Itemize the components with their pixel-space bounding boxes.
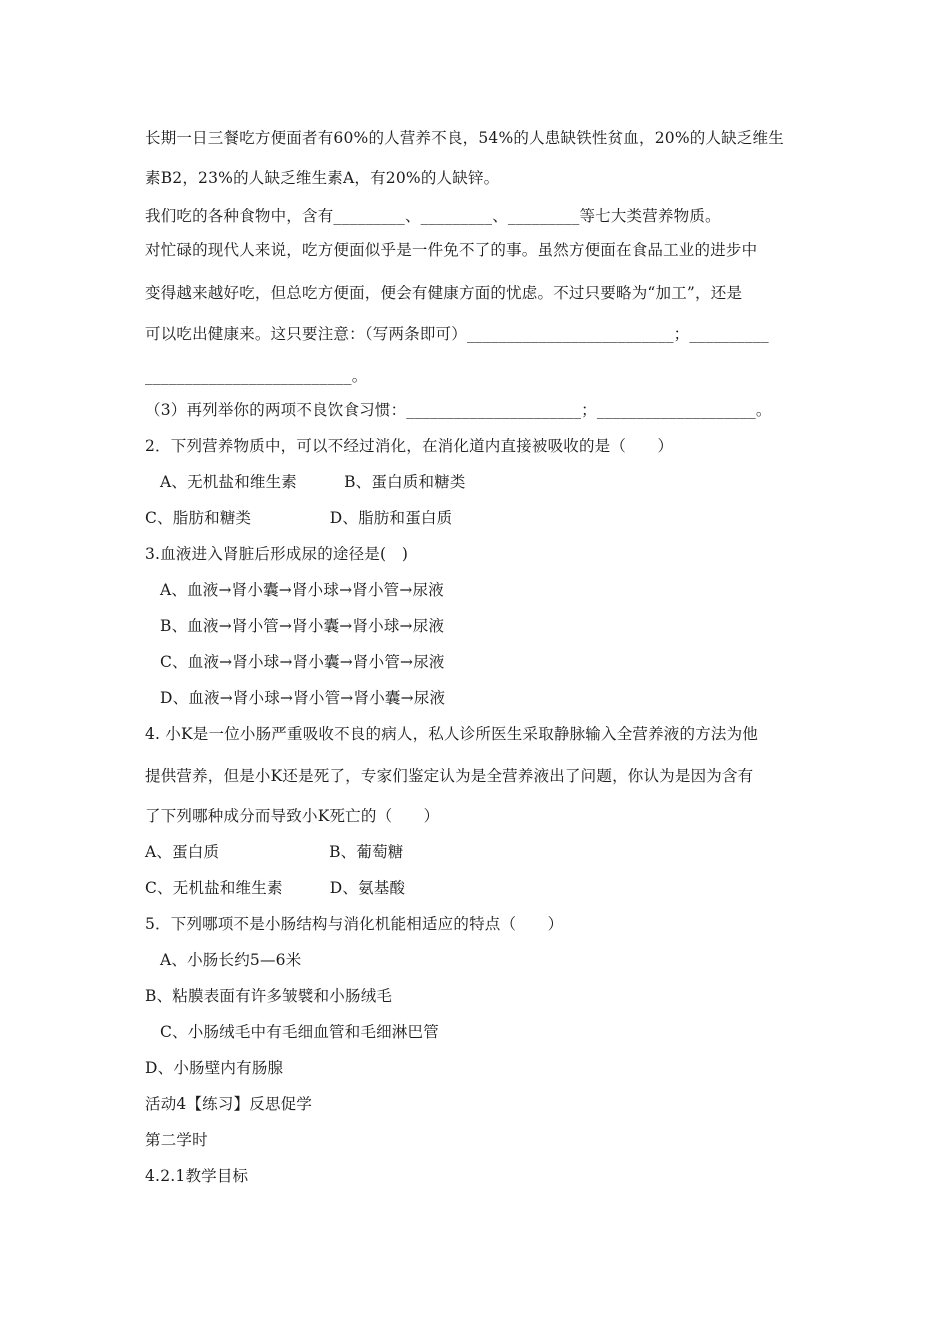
question-3-option-c: C、血液→肾小球→肾小囊→肾小管→尿液 [160, 653, 445, 671]
question-2-stem: 2．下列营养物质中，可以不经过消化，在消化道内直接被吸收的是（ ） [145, 437, 674, 455]
question-5-stem: 5．下列哪项不是小肠结构与消化机能相适应的特点（ ） [145, 915, 564, 933]
paragraph-healthy-noodles-line-3: 可以吃出健康来。这只要注意：（写两条即可）__________________________；__________ [145, 325, 769, 343]
question-4-options-cd: C、无机盐和维生素 D、氨基酸 [145, 879, 406, 897]
nutrients-fill-in-question: 我们吃的各种食物中，含有_________、_________、_________等七大类营养物质。 [145, 207, 721, 225]
paragraph-noodle-stats-line-1: 长期一日三餐吃方便面者有60%的人营养不良，54%的人患缺铁性贫血，20%的人缺乏维生 [145, 129, 784, 147]
question-3-stem: 3.血液进入肾脏后形成尿的途径是( ) [145, 545, 409, 563]
question-5-option-b: B、粘膜表面有许多皱襞和小肠绒毛 [145, 987, 393, 1005]
question-4-options-ab: A、蛋白质 B、葡萄糖 [145, 843, 404, 861]
teaching-objectives-heading: 4.2.1教学目标 [145, 1167, 249, 1185]
paragraph-noodle-stats-line-2: 素B2，23%的人缺乏维生素A，有20%的人缺锌。 [145, 169, 500, 187]
paragraph-healthy-noodles-line-1: 对忙碌的现代人来说，吃方便面似乎是一件免不了的事。虽然方便面在食品工业的进步中 [145, 241, 758, 259]
paragraph-healthy-noodles-line-4: __________________________。 [145, 367, 368, 385]
question-2-options-ab: A、无机盐和维生素 B、蛋白质和糖类 [160, 473, 466, 491]
question-3-option-b: B、血液→肾小管→肾小囊→肾小球→尿液 [160, 617, 445, 635]
second-lesson-heading: 第二学时 [145, 1131, 208, 1149]
question-4-stem-line-2: 提供营养，但是小K还是死了，专家们鉴定认为是全营养液出了问题，你认为是因为含有 [145, 767, 754, 785]
paragraph-healthy-noodles-line-2: 变得越来越好吃，但总吃方便面，便会有健康方面的忧虑。不过只要略为“加工”，还是 [145, 284, 743, 302]
question-5-option-c: C、小肠绒毛中有毛细血管和毛细淋巴管 [160, 1023, 439, 1041]
question-4-stem-line-3: 了下列哪种成分而导致小K死亡的（ ） [145, 807, 440, 825]
question-5-option-a: A、小肠长约5—6米 [160, 951, 302, 969]
question-5-option-d: D、小肠壁内有肠腺 [145, 1059, 284, 1077]
activity-4-heading: 活动4【练习】反思促学 [145, 1095, 313, 1113]
question-4-stem-line-1: 4. 小K是一位小肠严重吸收不良的病人，私人诊所医生采取静脉输入全营养液的方法为他 [145, 725, 758, 743]
question-3-option-a: A、血液→肾小囊→肾小球→肾小管→尿液 [160, 581, 444, 599]
bad-habits-question: （3）再列举你的两项不良饮食习惯：______________________；____________________。 [145, 401, 772, 419]
question-3-option-d: D、血液→肾小球→肾小管→肾小囊→尿液 [160, 689, 446, 707]
question-2-options-cd: C、脂肪和糖类 D、脂肪和蛋白质 [145, 509, 453, 527]
